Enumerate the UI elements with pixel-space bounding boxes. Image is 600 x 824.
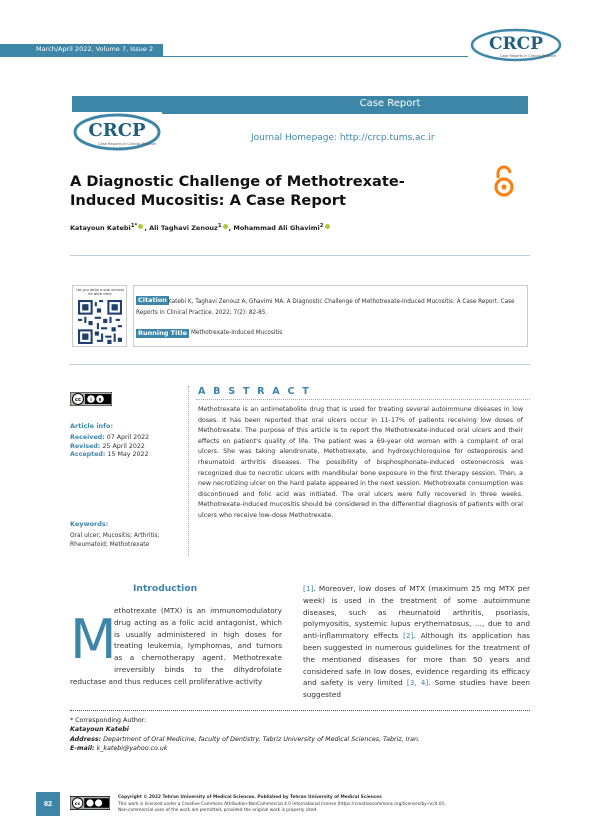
- svg-text:CRCP: CRCP: [489, 34, 543, 54]
- running-title: Methotrexate-Induced Mucositis: [191, 330, 283, 336]
- crcp-logo-top: [470, 28, 562, 62]
- introduction-heading: Introduction: [133, 583, 198, 594]
- accepted-value: 15 May 2022: [107, 451, 149, 459]
- introduction-text-1: ethotrexate (MTX) is an immunomodulatory drug acting as a folic acid antagonist, which is usually administered in high doses for treating leukemia, lymphomas, and tumors as a chemotherapy agent. Methotrexate irreversibly binds to the dihydrofolate reductase and thus reduces cell proliferative activity: [70, 606, 282, 686]
- journal-homepage[interactable]: Journal Homepage: http://crcp.tums.ac.ir: [251, 133, 435, 143]
- article-title: A Diagnostic Challenge of Methotrexate-Induced Mucositis: A Case Report: [70, 173, 405, 209]
- article-info-title: Article info:: [70, 422, 114, 430]
- abstract-text: Methotrexate is an antimetabolite drug that is used for treating several autoimmune diseases in low doses. It has been reported that oral ulcers occur in 11-17% of patients receiving low doses of Methotrexate. The purpose of this article is to report the Methotrexate-induced oral ulcers and their effects on patient's quality of life. The patient was a 69-year old woman with a complaint of oral ulcers. She was taking alendronate, Methotrexate, and hydroxychloroquine for osteoporosis and rheumatoid arthritis diseases. The possibility of bisphosphonate-induced osteonecrosis was recognized due to necrotic ulcers with mandibular bone exposure in the first therapy session. Then, a new necrotizing ulcer on the hard palate appeared in the next session. Methotrexate consumption was discontinued and folic acid was initiated. The oral ulcers were fully recovered in three weeks. Methotrexate-induced mucositis should be considered in the differential diagnosis of patients with oral ulcers who receive low-dose Methotrexate.: [198, 406, 523, 519]
- keywords-title: Keywords:: [70, 520, 109, 528]
- open-access-icon: [492, 164, 516, 198]
- orcid-icon[interactable]: [223, 224, 228, 229]
- address-label: Address:: [70, 735, 102, 743]
- issue-text: March/April 2022, Volume 7, Issue 2: [36, 45, 154, 53]
- svg-text:cc: cc: [74, 801, 81, 807]
- author-name: Mohammad Ali Ghavimi: [233, 224, 320, 233]
- article-type: Case Report: [359, 98, 421, 109]
- abstract-title: A B S T R A C T: [198, 386, 311, 397]
- corresponding-name: Katayoun Katebi: [70, 726, 129, 734]
- received-label: Received:: [70, 434, 105, 441]
- email-line: [70, 744, 530, 753]
- citation-box: [133, 285, 528, 347]
- qr-caption: Use your device to scan and read the article online: [76, 288, 124, 296]
- copyright-line: Copyright © 2022 Tehran University of Medical Sciences. Published by Tehran University of Medical Sciences: [118, 795, 382, 800]
- svg-text:$: $: [98, 398, 102, 403]
- introduction-text-3: . Although its application has been suggested in numerous guidelines for the treatment of the mentioned diseases for more than 50 years and considered safe in low doses, evidence regarding its efficacy and safety is very limited: [303, 631, 530, 688]
- keywords-text: Oral ulcer; Mucositis; Arthritis; Rheumatoid; Methotrexate: [70, 533, 160, 548]
- accepted-date: [70, 451, 185, 460]
- divider: [70, 255, 530, 256]
- abstract-rule-vertical: [188, 386, 189, 556]
- revised-value: 25 April 2022: [102, 442, 145, 450]
- abstract-rule: [196, 399, 530, 400]
- author-affiliation: 2: [319, 223, 324, 229]
- svg-text:Case Reports in Clinical Pract: Case Reports in Clinical Practice: [499, 54, 557, 58]
- copyright-footer: [118, 795, 538, 815]
- revised-label: Revised:: [70, 442, 101, 450]
- footnote-rule: [70, 710, 530, 711]
- author-list: Katayoun Katebi$^{1*}$ , Ali Taghavi Zenouz$^1$ , Mohammad Ali Ghavimi$^2$: [70, 223, 331, 232]
- email-label: E-mail:: [70, 745, 95, 753]
- cc-license-icon[interactable]: [70, 392, 112, 406]
- author-name: Katayoun Katebi: [70, 224, 131, 233]
- email-value[interactable]: k_katebi@yahoo.co.uk: [96, 745, 168, 753]
- received-date: [70, 434, 185, 443]
- qr-panel: [72, 285, 127, 347]
- keywords: [70, 520, 188, 550]
- citation-text: Katebi K, Taghavi Zenouz A, Ghavimi MA. A Diagnostic Challenge of Methotrexate-Induced Mucositis: A Case Report. Case Reports in Clinical Practice. 2022; 7(2): 82-85.: [136, 299, 515, 316]
- running-title-label: Running Title: [138, 329, 188, 337]
- reference-link[interactable]: [1]: [303, 584, 314, 593]
- svg-text:Case Reports in Clinical Pract: Case Reports in Clinical Practice: [98, 142, 156, 146]
- header-rule: [163, 56, 468, 57]
- author-name: Ali Taghavi Zenouz: [149, 224, 218, 233]
- orcid-icon[interactable]: [325, 224, 330, 229]
- corresponding-label: * Corresponding Author:: [70, 717, 147, 724]
- qr-code-icon[interactable]: [78, 300, 122, 344]
- usage-line: Non-commercial uses of the work are permitted, provided the original work is properly cited.: [118, 808, 318, 814]
- article-info: [70, 422, 185, 460]
- cc-license-icon[interactable]: [70, 796, 110, 810]
- address-value: Department of Oral Medicine, faculty of Dentistry, Tabriz University of Medical Sciences, Tabriz, Iran.: [103, 735, 420, 743]
- issue-bar: [0, 44, 163, 57]
- svg-text:cc: cc: [75, 397, 81, 403]
- license-line: This work is licensed under a Creative Commons Attribution-NonCommercial 4.0 International license (https://creativecommons.org/licenses/by-nc/4.0/).: [118, 801, 447, 807]
- divider: [70, 364, 530, 365]
- reference-link[interactable]: [2]: [403, 631, 414, 641]
- author-affiliation: 1*: [130, 223, 138, 229]
- svg-text:i: i: [90, 398, 92, 403]
- received-value: 07 April 2022: [106, 434, 150, 441]
- revised-date: [70, 443, 185, 452]
- address-line: [70, 735, 530, 744]
- reference-link[interactable]: [3, 4]: [406, 678, 429, 688]
- introduction-text-4: . Some studies have been suggested: [303, 678, 531, 700]
- crcp-logo: [72, 112, 162, 152]
- corresponding-author: [70, 716, 530, 754]
- introduction-column-2: [303, 583, 530, 701]
- accepted-label: Accepted:: [70, 451, 106, 459]
- orcid-icon[interactable]: [138, 224, 143, 229]
- svg-text:CRCP: CRCP: [88, 120, 146, 141]
- author-affiliation: 1: [217, 223, 222, 229]
- page-number: 82: [36, 792, 60, 816]
- dropcap-letter: M: [70, 608, 117, 671]
- citation-label: Citation: [138, 296, 167, 304]
- introduction-text-2: . Moreover, low doses of MTX (maximum 25 mg MTX per week) is used in the treatment of some autoimmune diseases, such as rheumatoid arthritis, psoriasis, polymyositis, systemic lupus erythematosus, ..., due to and anti-inflammatory effects: [303, 584, 530, 641]
